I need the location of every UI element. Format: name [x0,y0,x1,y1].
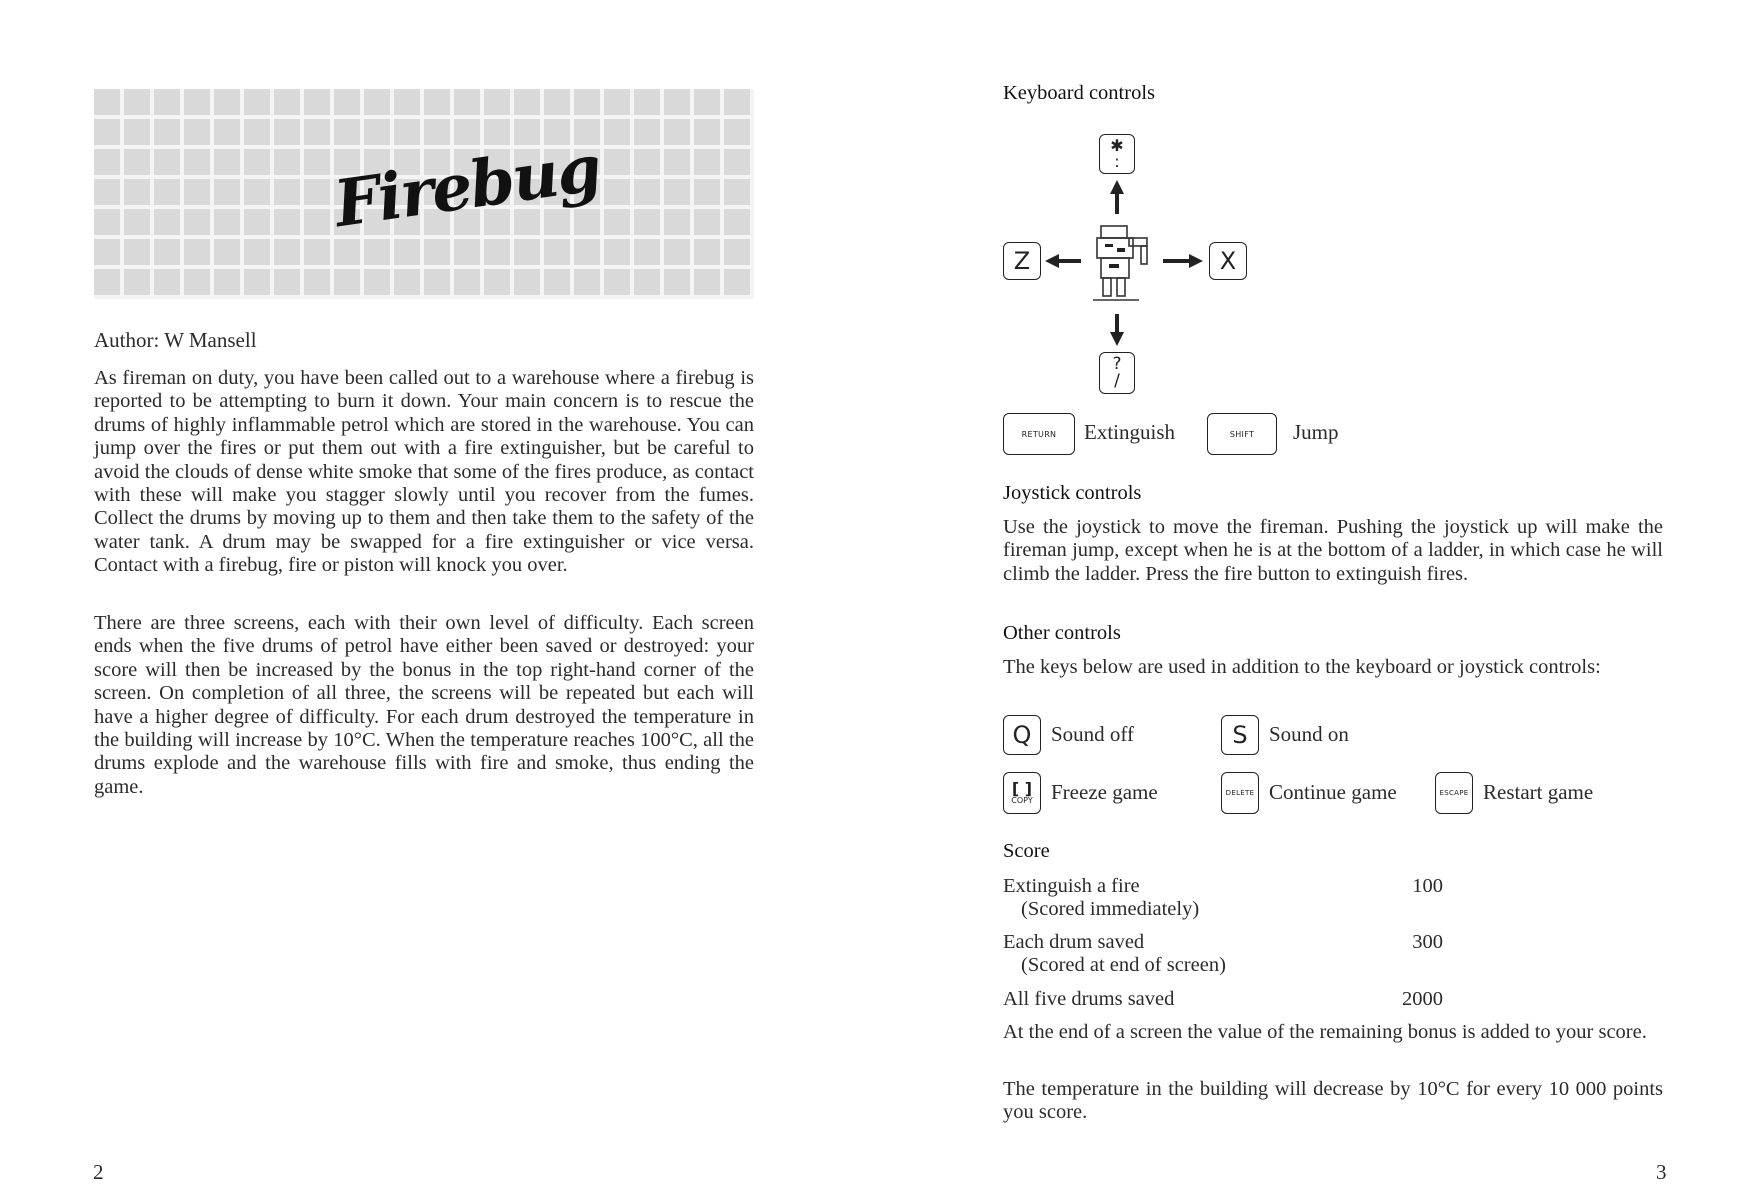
key-copy-label: COPY [1011,796,1033,805]
joystick-paragraph: Use the joystick to move the fireman. Pushing the joystick up will make the fireman jump, except when he is at the bottom of a ladder, in which case he will climb the ladder. Press the fire button to extinguish fires. [1003,516,1663,585]
key-down-question: ? [1112,354,1122,374]
score-label: Extinguish a fire [1003,875,1140,897]
score-label: Each drum saved [1003,931,1145,953]
key-up-symbol: ✱ [1110,136,1124,155]
key-copy [1003,772,1041,814]
arrow-down-icon [1110,332,1124,346]
arrow-right-icon [1189,254,1203,268]
score-row [1003,988,1443,1011]
key-down-slash: / [1114,371,1120,391]
author-line: Author: W Mansell [94,328,257,352]
temperature-paragraph: The temperature in the building will decrease by 10°C for every 10 000 points you score. [1003,1078,1663,1124]
score-sub-label: (Scored immediately) [1021,898,1200,921]
score-row [1003,875,1443,922]
score-value: 100 [1412,875,1443,897]
key-s: S [1221,715,1259,755]
intro-paragraph: As fireman on duty, you have been called out to a warehouse where a firebug is reported to be attempting to burn it down. Your main concern is to rescue the drums of highly inflammable petrol which are stored in the warehouse. You can jump over the fires or put them out with a fire extinguisher, but be careful to avoid the clouds of dense white smoke that some of the fires produce, as contact with these will make you stagger slowly until you recover from the fumes. Collect the drums by moving up to them and then take them to the safety of the water tank. A drum may be swapped for a fire extinguisher or vice versa. Contact with a firebug, fire or piston will knock you over. [94,367,754,577]
copy-bracket-icon: [ ] [1011,779,1033,798]
jump-label: Jump [1293,420,1339,444]
key-down [1099,352,1135,394]
sound-on-label: Sound on [1269,722,1349,746]
extinguish-label: Extinguish [1084,420,1176,444]
game-title: Firebug [330,130,605,243]
score-row [1003,931,1443,978]
key-q: Q [1003,715,1041,755]
restart-game-label: Restart game [1483,780,1594,804]
fireman-sprite-icon [1083,222,1155,306]
score-value: 2000 [1402,988,1443,1010]
page-number-left: 2 [93,1160,104,1184]
joystick-controls-heading: Joystick controls [1003,482,1142,504]
keyboard-controls-heading: Keyboard controls [1003,82,1155,104]
key-z: Z [1003,242,1041,280]
score-value: 300 [1412,931,1443,953]
score-heading: Score [1003,840,1050,862]
key-x: X [1209,242,1247,280]
left-page [0,0,873,1200]
sound-off-label: Sound off [1051,722,1135,746]
other-controls-heading: Other controls [1003,622,1121,644]
title-banner [94,89,754,299]
arrow-right-shaft [1163,259,1189,263]
continue-game-label: Continue game [1269,780,1397,804]
page-number-right: 3 [1656,1160,1667,1184]
key-up [1099,134,1135,174]
key-delete: DELETE [1221,772,1259,814]
key-escape: ESCAPE [1435,772,1473,814]
right-page [873,0,1747,1200]
score-sub-label: (Scored at end of screen) [1021,954,1226,977]
screens-paragraph: There are three screens, each with their own level of difficulty. Each screen ends when the five drums of petrol have either been saved or destroyed: your score will then be increased by the bonus in the top right-hand corner of the screen. On completion of all three, the screens will be repeated but each will have a higher degree of difficulty. For each drum destroyed the temperature in the building will increase by 10°C. When the temperature reaches 100°C, all the drums explode and the warehouse fills with fire and smoke, thus ending the game. [94,612,754,798]
score-label: All five drums saved [1003,988,1175,1010]
freeze-game-label: Freeze game [1051,780,1158,804]
arrow-left-shaft [1057,259,1081,263]
arrow-down-shaft [1115,314,1119,334]
arrow-up-shaft [1115,192,1119,214]
key-up-colon: : [1114,152,1120,171]
key-shift: SHIFT [1207,413,1277,455]
bonus-paragraph: At the end of a screen the value of the remaining bonus is added to your score. [1003,1021,1647,1043]
other-controls-paragraph: The keys below are used in addition to the keyboard or joystick controls: [1003,656,1601,678]
key-return: RETURN [1003,413,1075,455]
